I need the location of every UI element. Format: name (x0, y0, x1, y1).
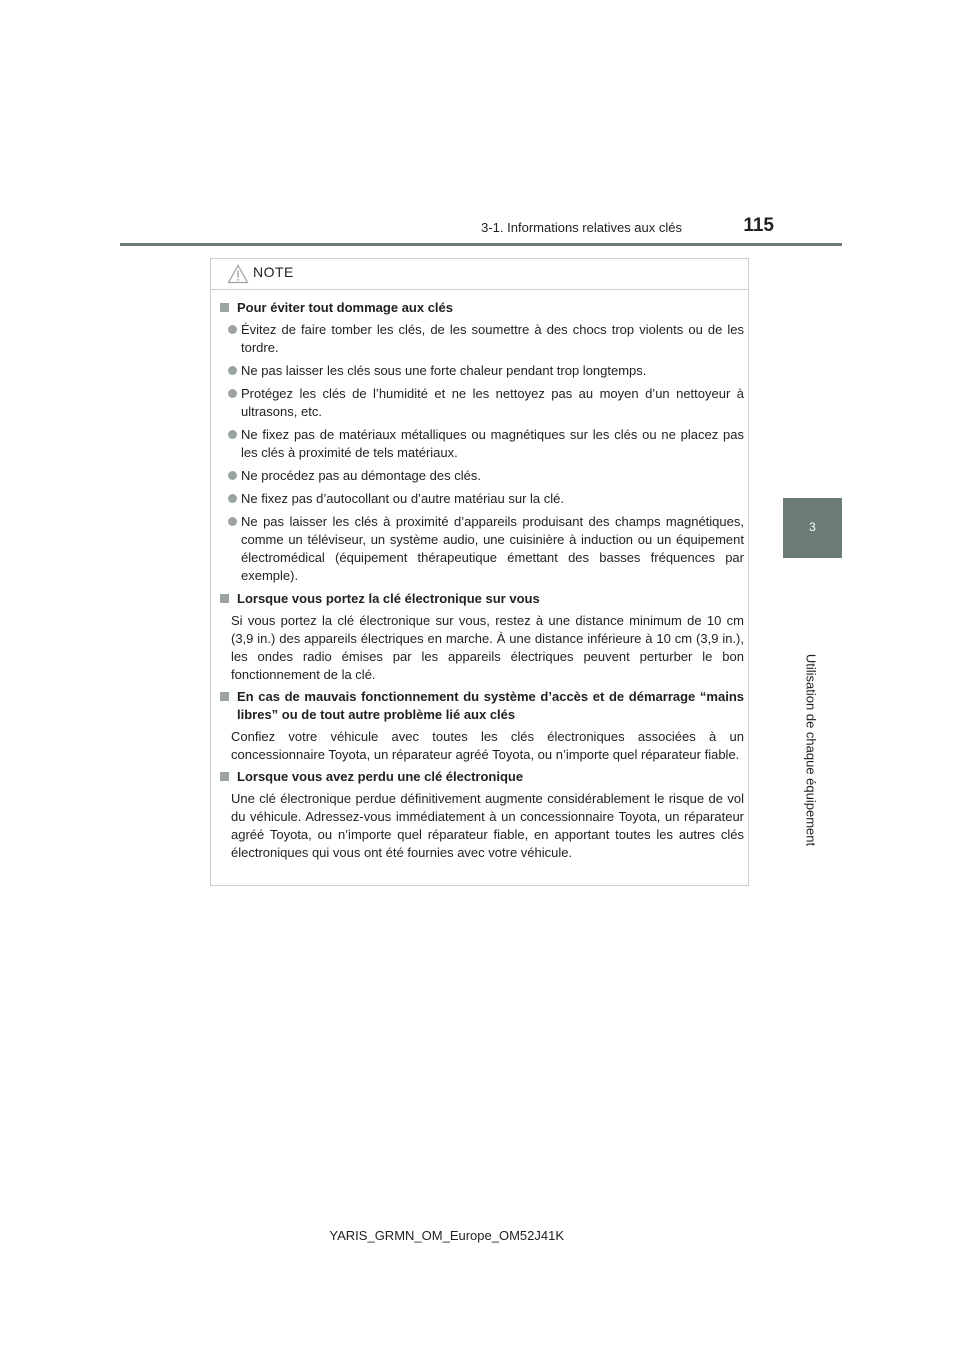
bullet-dot-icon (228, 325, 237, 334)
square-bullet-icon (220, 303, 229, 312)
bullet-dot-icon (228, 430, 237, 439)
square-bullet-icon (220, 594, 229, 603)
list-item (219, 513, 744, 585)
note-section (219, 590, 744, 684)
section-heading-text: En cas de mauvais fonctionnement du système d’accès et de démarrage “mains libres” ou de tout autre problème lié aux clés (237, 689, 744, 722)
chapter-number: 3 (809, 520, 816, 534)
section-title: 3-1. Informations relatives aux clés (481, 220, 682, 235)
bullet-dot-icon (228, 366, 237, 375)
list-item-text: Ne pas laisser les clés à proximité d’appareils produisant des champs magnétiques, comme un téléviseur, un système audio, une cuisinière à induction ou un équipement électromédical (équipement thérapeutique émettant des basses fréquences par exemple). (241, 514, 744, 583)
list-item-text: Protégez les clés de l’humidité et ne les nettoyez pas au moyen d’un nettoyeur à ultrasons, etc. (241, 386, 744, 419)
list-item (219, 467, 744, 485)
document-code: YARIS_GRMN_OM_Europe_OM52J41K (329, 1228, 564, 1243)
section-heading-text: Lorsque vous avez perdu une clé électronique (237, 769, 524, 784)
note-title: NOTE (253, 264, 294, 280)
note-box (210, 258, 749, 886)
chapter-side-title (798, 650, 824, 850)
section-heading (219, 688, 744, 724)
list-item-text: Ne procédez pas au démontage des clés. (241, 468, 481, 483)
chapter-tab (783, 498, 842, 558)
warning-triangle-icon (227, 264, 249, 284)
section-heading-text: Lorsque vous portez la clé électronique sur vous (237, 591, 540, 606)
list-item-text: Ne fixez pas de matériaux métalliques ou magnétiques sur les clés ou ne placez pas les clés à proximité de tels matériaux. (241, 427, 744, 460)
note-content (219, 299, 744, 866)
note-section (219, 299, 744, 585)
section-paragraph: Si vous portez la clé électronique sur vous, restez à une distance minimum de 10 cm (3,9 in.) des appareils électriques en marche. À une distance inférieure à 10 cm (3,9 in.), les ondes radio émises par les appareils électriques peuvent perturber le bon fonctionnement de la clé. (231, 613, 744, 682)
list-item (219, 321, 744, 357)
section-heading-text: Pour éviter tout dommage aux clés (237, 300, 454, 315)
square-bullet-icon (220, 772, 229, 781)
list-item (219, 385, 744, 421)
section-paragraph: Une clé électronique perdue définitivement augmente considérablement le risque de vol du véhicule. Adressez-vous immédiatement à un concessionnaire Toyota, un réparateur agréé Toyota, ou n’importe quel réparateur fiable, en apportant toutes les autres clés électroniques qui vous ont été fournies avec votre véhicule. (231, 791, 744, 860)
header-divider (120, 243, 842, 246)
note-header (211, 259, 748, 290)
note-section (219, 768, 744, 862)
list-item (219, 426, 744, 462)
list-item-text: Évitez de faire tomber les clés, de les soumettre à des chocs trop violents ou de les tordre. (241, 322, 744, 355)
section-heading (219, 590, 744, 608)
bullet-dot-icon (228, 494, 237, 503)
square-bullet-icon (220, 692, 229, 701)
section-paragraph: Confiez votre véhicule avec toutes les clés électroniques associées à un concessionnaire Toyota, un réparateur agréé Toyota, ou n’importe quel réparateur fiable. (231, 729, 744, 762)
section-heading (219, 299, 744, 317)
list-item-text: Ne pas laisser les clés sous une forte chaleur pendant trop longtemps. (241, 363, 647, 378)
bullet-dot-icon (228, 389, 237, 398)
list-item-text: Ne fixez pas d’autocollant ou d’autre matériau sur la clé. (241, 491, 565, 506)
note-section (219, 688, 744, 764)
section-heading (219, 768, 744, 786)
list-item (219, 362, 744, 380)
chapter-title-text: Utilisation de chaque équipement (803, 653, 819, 847)
page-number: 115 (743, 215, 774, 236)
bullet-dot-icon (228, 517, 237, 526)
list-item (219, 490, 744, 508)
bullet-dot-icon (228, 471, 237, 480)
